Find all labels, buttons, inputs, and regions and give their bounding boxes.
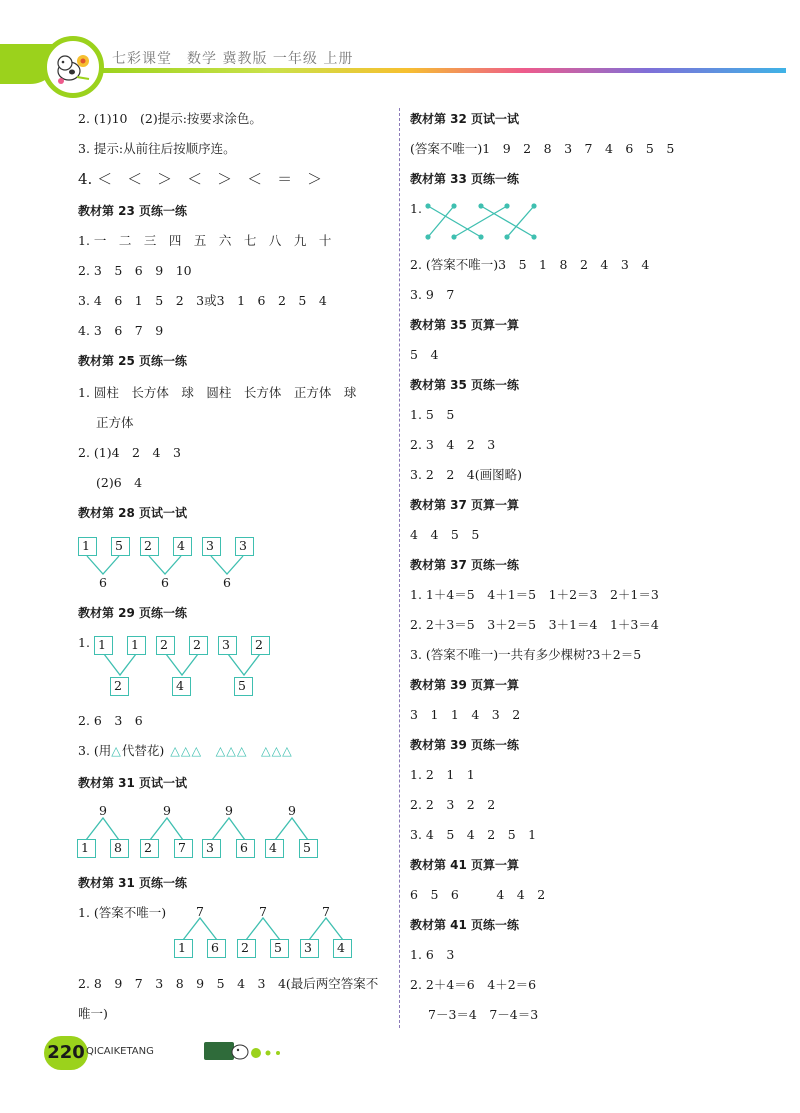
number-box: 3: [218, 636, 237, 655]
footer-brand: QICAIKETANG: [86, 1046, 154, 1057]
section-heading: 教材第 32 页试一试: [410, 112, 520, 126]
number-box: 1: [127, 636, 146, 655]
number-box: 8: [110, 839, 129, 858]
answer-line: 正方体: [96, 415, 134, 430]
triangle-groups: △△△ △△△ △△△: [170, 743, 293, 758]
answer-line: 3. (答案不唯一)一共有多少棵树?3＋2＝5: [410, 647, 642, 662]
number-box: 1: [174, 939, 193, 958]
answer-line: (2)6 4: [96, 475, 143, 490]
sum-value: 6: [223, 575, 231, 590]
section-heading: 教材第 41 页算一算: [410, 858, 520, 872]
answer-line: 4. ＜ ＜ ＞ ＜ ＞ ＜ ＝ ＞: [78, 170, 323, 188]
sum-value: 6: [161, 575, 169, 590]
answer-line: 2. 3 4 2 3: [410, 437, 496, 452]
section-heading: 教材第 39 页练一练: [410, 738, 520, 752]
number-box: 5: [111, 537, 130, 556]
answer-line: 2. (答案不唯一)3 5 1 8 2 4 3 4: [410, 257, 650, 272]
sum-value: 6: [99, 575, 107, 590]
answer-line: 1. 1＋4＝5 4＋1＝5 1＋2＝3 2＋1＝3: [410, 587, 659, 602]
number-box: 5: [234, 677, 253, 696]
answer-line: 1.: [410, 201, 422, 216]
number-box: 2: [237, 939, 256, 958]
answer-line: 7－3＝4 7－4＝3: [428, 1007, 539, 1022]
number-box: 3: [202, 839, 221, 858]
answer-line: 5 4: [410, 347, 439, 362]
number-box: 4: [333, 939, 352, 958]
triangle-icon: △: [111, 743, 122, 758]
answer-line: 4 4 5 5: [410, 527, 480, 542]
section-heading: 教材第 29 页练一练: [78, 606, 188, 620]
number-box: 4: [265, 839, 284, 858]
answer-line: 3. 2 2 4(画图略): [410, 467, 523, 482]
number-box: 2: [140, 839, 159, 858]
answer-line: 2. 2＋3＝5 3＋2＝5 3＋1＝4 1＋3＝4: [410, 617, 659, 632]
answer-line: 1. 一 二 三 四 五 六 七 八 九 十: [78, 233, 332, 248]
number-box: 5: [299, 839, 318, 858]
answer-line: [78, 742, 293, 760]
answer-line: 3 1 1 4 3 2: [410, 707, 521, 722]
answer-line: 1. 5 5: [410, 407, 455, 422]
footer-cow-icon: [200, 1036, 290, 1070]
section-heading: 教材第 23 页练一练: [78, 204, 188, 218]
section-heading: 教材第 39 页算一算: [410, 678, 520, 692]
section-heading: 教材第 28 页试一试: [78, 506, 188, 520]
answer-line: 3. 4 6 1 5 2 3或3 1 6 2 5 4: [78, 293, 327, 308]
number-box: 4: [172, 677, 191, 696]
answer-line: 3. 4 5 4 2 5 1: [410, 827, 537, 842]
number-box: 1: [94, 636, 113, 655]
total-value: 9: [99, 803, 107, 818]
answer-line: 2. 2＋4＝6 4＋2＝6: [410, 977, 537, 992]
number-box: 3: [235, 537, 254, 556]
section-heading: 教材第 31 页试一试: [78, 776, 188, 790]
answer-line: 1.: [78, 635, 90, 650]
page-number: 220: [44, 1036, 88, 1070]
answer-line: 4. 3 6 7 9: [78, 323, 164, 338]
total-value: 7: [196, 904, 204, 919]
section-heading: 教材第 41 页练一练: [410, 918, 520, 932]
number-box: 2: [110, 677, 129, 696]
answer-line: 6 5 6 4 4 2: [410, 887, 546, 902]
number-box: 5: [270, 939, 289, 958]
answer-line: 2. 6 3 6: [78, 713, 143, 728]
total-value: 9: [163, 803, 171, 818]
section-heading: 教材第 37 页算一算: [410, 498, 520, 512]
answer-line: 3. 提示:从前往后按顺序连。: [78, 141, 236, 156]
answer-line: 1. 圆柱 长方体 球 圆柱 长方体 正方体 球: [78, 385, 357, 400]
answer-line: 唯一): [78, 1006, 108, 1021]
header-title: 七彩课堂 数学 冀教版 一年级 上册: [112, 51, 354, 67]
number-box: 1: [78, 537, 97, 556]
answer-line: 2. 3 5 6 9 10: [78, 263, 192, 278]
total-value: 7: [322, 904, 330, 919]
number-box: 6: [236, 839, 255, 858]
number-box: 3: [300, 939, 319, 958]
number-box: 7: [174, 839, 193, 858]
answer-line: 1. 6 3: [410, 947, 455, 962]
total-value: 9: [288, 803, 296, 818]
number-box: 3: [202, 537, 221, 556]
section-heading: 教材第 35 页练一练: [410, 378, 520, 392]
answer-line: (答案不唯一)1 9 2 8 3 7 4 6 5 5: [410, 141, 675, 156]
section-heading: 教材第 31 页练一练: [78, 876, 188, 890]
number-box: 2: [156, 636, 175, 655]
answer-line: 2. 8 9 7 3 8 9 5 4 3 4(最后两空答案不: [78, 976, 379, 991]
answer-line: 1. (答案不唯一): [78, 905, 167, 920]
number-box: 1: [77, 839, 96, 858]
total-value: 7: [259, 904, 267, 919]
section-heading: 教材第 25 页练一练: [78, 354, 188, 368]
total-value: 9: [225, 803, 233, 818]
answer-line: 2. (1)10 (2)提示:按要求涂色。: [78, 111, 262, 126]
section-heading: 教材第 35 页算一算: [410, 318, 520, 332]
answer-text: 3. (用: [78, 743, 112, 758]
number-box: 6: [207, 939, 226, 958]
answer-line: 2. 2 3 2 2: [410, 797, 496, 812]
number-box: 2: [189, 636, 208, 655]
answer-line: 2. (1)4 2 4 3: [78, 445, 181, 460]
answer-line: 3. 9 7: [410, 287, 455, 302]
number-box: 2: [140, 537, 159, 556]
answer-line: 1. 2 1 1: [410, 767, 475, 782]
number-box: 2: [251, 636, 270, 655]
number-box: 4: [173, 537, 192, 556]
section-heading: 教材第 33 页练一练: [410, 172, 520, 186]
section-heading: 教材第 37 页练一练: [410, 558, 520, 572]
answer-text: 代替花): [121, 743, 165, 758]
